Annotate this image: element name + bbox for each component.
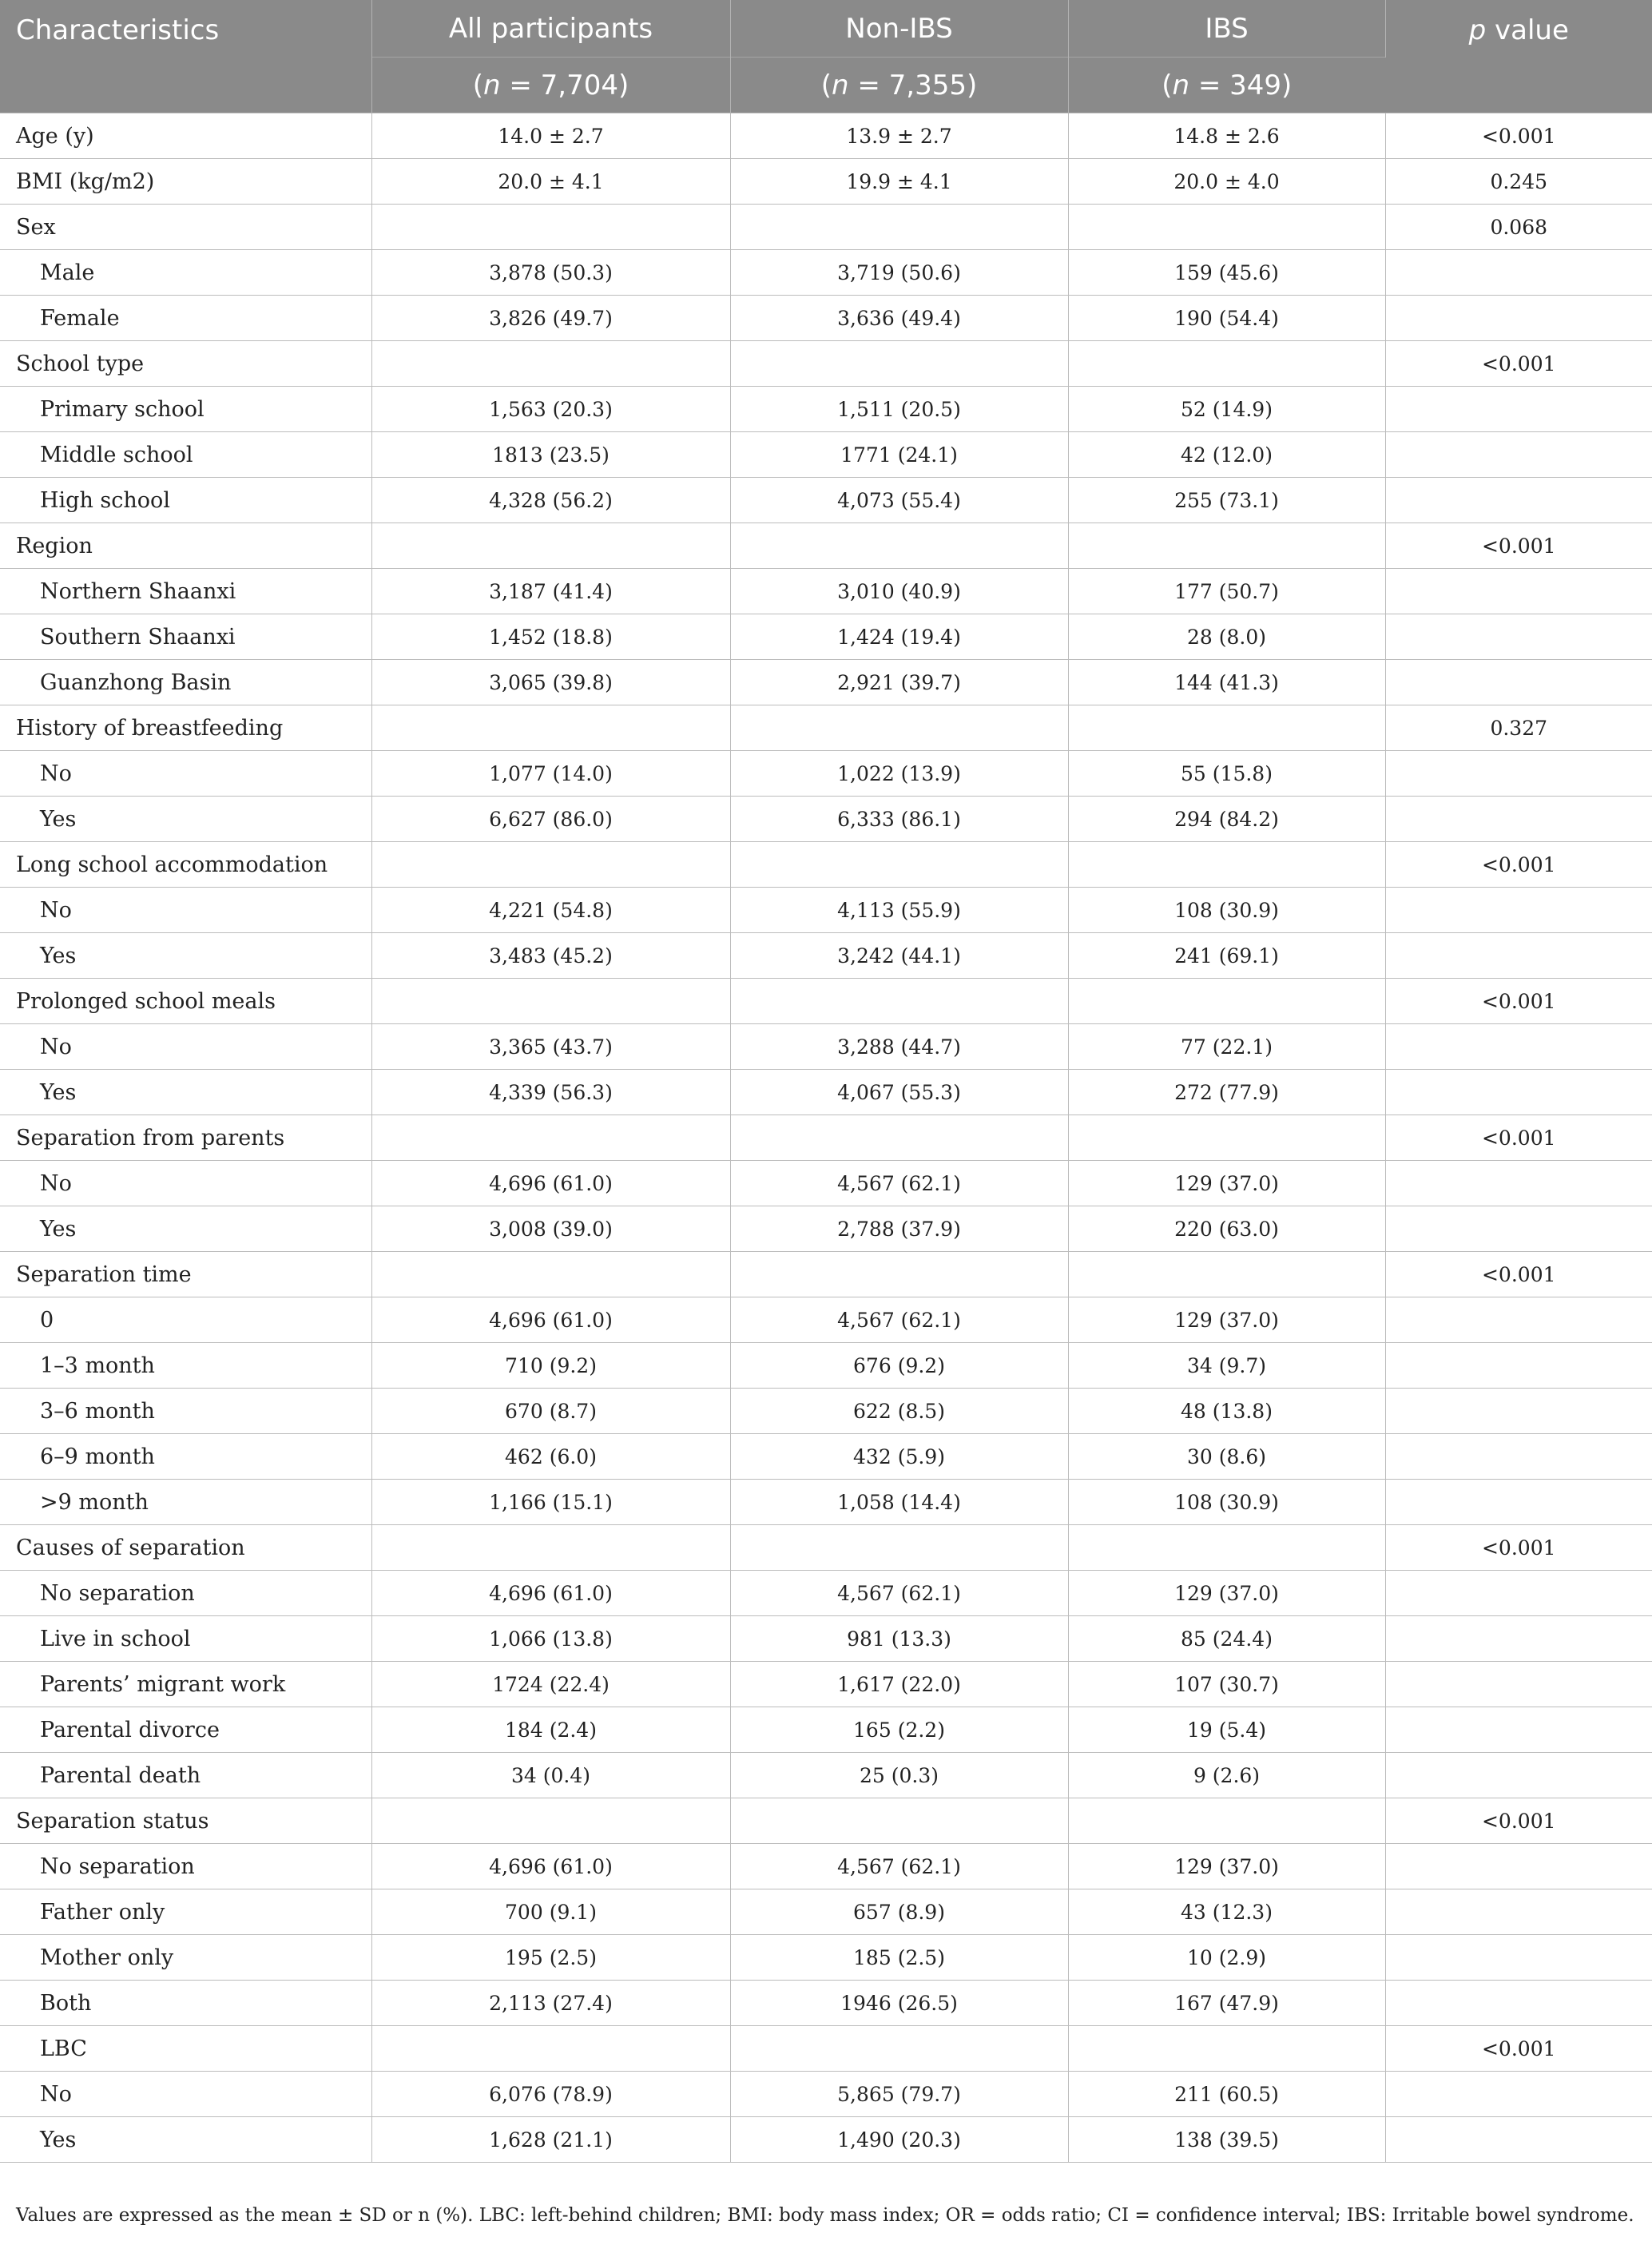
table-row bbox=[0, 979, 1652, 1024]
table-row bbox=[0, 2026, 1652, 2072]
table-row bbox=[0, 2117, 1652, 2163]
row-label: Age (y) bbox=[0, 113, 371, 159]
row-label: Mother only bbox=[0, 1935, 371, 1981]
cell-non-ibs: 13.9 ± 2.7 bbox=[730, 113, 1068, 159]
cell-all-participants: 4,696 (61.0) bbox=[371, 1844, 730, 1889]
cell-non-ibs bbox=[730, 1115, 1068, 1161]
cell-p-value bbox=[1385, 1070, 1652, 1115]
cell-p-value bbox=[1385, 1844, 1652, 1889]
cell-ibs: 43 (12.3) bbox=[1068, 1889, 1385, 1935]
cell-ibs bbox=[1068, 2026, 1385, 2072]
cell-non-ibs: 4,567 (62.1) bbox=[730, 1161, 1068, 1206]
cell-p-value: 0.327 bbox=[1385, 705, 1652, 751]
cell-non-ibs: 6,333 (86.1) bbox=[730, 797, 1068, 842]
cell-non-ibs: 1,022 (13.9) bbox=[730, 751, 1068, 797]
cell-non-ibs bbox=[730, 979, 1068, 1024]
cell-non-ibs: 1,058 (14.4) bbox=[730, 1480, 1068, 1525]
row-label: Causes of separation bbox=[0, 1525, 371, 1571]
row-label: 3–6 month bbox=[0, 1389, 371, 1434]
cell-ibs bbox=[1068, 705, 1385, 751]
row-label: Parental divorce bbox=[0, 1707, 371, 1753]
cell-ibs: 129 (37.0) bbox=[1068, 1297, 1385, 1343]
cell-all-participants bbox=[371, 341, 730, 387]
cell-non-ibs: 1,617 (22.0) bbox=[730, 1662, 1068, 1707]
table-row bbox=[0, 1434, 1652, 1480]
cell-ibs bbox=[1068, 1798, 1385, 1844]
cell-ibs: 138 (39.5) bbox=[1068, 2117, 1385, 2163]
cell-p-value bbox=[1385, 1662, 1652, 1707]
cell-p-value bbox=[1385, 797, 1652, 842]
table-row bbox=[0, 1480, 1652, 1525]
header-ibs: IBS bbox=[1068, 0, 1385, 58]
header-p-rest: value bbox=[1486, 14, 1569, 46]
cell-ibs: 20.0 ± 4.0 bbox=[1068, 159, 1385, 205]
cell-all-participants: 3,008 (39.0) bbox=[371, 1206, 730, 1252]
cell-all-participants: 3,187 (41.4) bbox=[371, 569, 730, 614]
cell-all-participants: 3,365 (43.7) bbox=[371, 1024, 730, 1070]
header-non-ibs: Non-IBS bbox=[730, 0, 1068, 58]
cell-ibs: 108 (30.9) bbox=[1068, 888, 1385, 933]
table-row bbox=[0, 341, 1652, 387]
row-label: 1–3 month bbox=[0, 1343, 371, 1389]
cell-all-participants: 20.0 ± 4.1 bbox=[371, 159, 730, 205]
row-label: Yes bbox=[0, 1070, 371, 1115]
cell-p-value bbox=[1385, 296, 1652, 341]
header-p-italic: p bbox=[1468, 14, 1487, 46]
cell-ibs bbox=[1068, 523, 1385, 569]
cell-ibs: 108 (30.9) bbox=[1068, 1480, 1385, 1525]
cell-ibs: 241 (69.1) bbox=[1068, 933, 1385, 979]
row-label: Northern Shaanxi bbox=[0, 569, 371, 614]
cell-non-ibs: 3,719 (50.6) bbox=[730, 250, 1068, 296]
cell-all-participants bbox=[371, 1525, 730, 1571]
table-row bbox=[0, 1889, 1652, 1935]
cell-all-participants: 4,328 (56.2) bbox=[371, 478, 730, 523]
cell-non-ibs bbox=[730, 523, 1068, 569]
table-row bbox=[0, 1662, 1652, 1707]
row-label: Separation status bbox=[0, 1798, 371, 1844]
table-row bbox=[0, 888, 1652, 933]
row-label: Yes bbox=[0, 933, 371, 979]
cell-p-value bbox=[1385, 1024, 1652, 1070]
cell-all-participants bbox=[371, 1798, 730, 1844]
table-row bbox=[0, 1707, 1652, 1753]
row-label: Region bbox=[0, 523, 371, 569]
row-label: No bbox=[0, 751, 371, 797]
cell-p-value bbox=[1385, 888, 1652, 933]
cell-non-ibs: 676 (9.2) bbox=[730, 1343, 1068, 1389]
cell-ibs: 42 (12.0) bbox=[1068, 432, 1385, 478]
table-row bbox=[0, 1935, 1652, 1981]
table-row bbox=[0, 569, 1652, 614]
row-label: High school bbox=[0, 478, 371, 523]
row-label: Parental death bbox=[0, 1753, 371, 1798]
cell-all-participants: 1,563 (20.3) bbox=[371, 387, 730, 432]
cell-non-ibs: 4,567 (62.1) bbox=[730, 1571, 1068, 1616]
cell-all-participants: 4,339 (56.3) bbox=[371, 1070, 730, 1115]
cell-ibs: 167 (47.9) bbox=[1068, 1981, 1385, 2026]
cell-non-ibs bbox=[730, 705, 1068, 751]
cell-ibs: 28 (8.0) bbox=[1068, 614, 1385, 660]
table-row bbox=[0, 1571, 1652, 1616]
cell-p-value bbox=[1385, 933, 1652, 979]
table-row bbox=[0, 1024, 1652, 1070]
cell-ibs: 129 (37.0) bbox=[1068, 1571, 1385, 1616]
table-row bbox=[0, 113, 1652, 159]
cell-non-ibs: 4,073 (55.4) bbox=[730, 478, 1068, 523]
cell-ibs: 9 (2.6) bbox=[1068, 1753, 1385, 1798]
cell-non-ibs: 657 (8.9) bbox=[730, 1889, 1068, 1935]
cell-all-participants: 6,076 (78.9) bbox=[371, 2072, 730, 2117]
header-all-participants: All participants bbox=[371, 0, 730, 58]
cell-all-participants bbox=[371, 842, 730, 888]
cell-non-ibs: 3,636 (49.4) bbox=[730, 296, 1068, 341]
table-row bbox=[0, 705, 1652, 751]
cell-non-ibs: 1,511 (20.5) bbox=[730, 387, 1068, 432]
cell-ibs: 10 (2.9) bbox=[1068, 1935, 1385, 1981]
table-row bbox=[0, 1070, 1652, 1115]
cell-non-ibs: 3,242 (44.1) bbox=[730, 933, 1068, 979]
cell-non-ibs: 432 (5.9) bbox=[730, 1434, 1068, 1480]
table-row bbox=[0, 797, 1652, 842]
cell-p-value bbox=[1385, 250, 1652, 296]
cell-non-ibs bbox=[730, 1525, 1068, 1571]
cell-all-participants: 1,077 (14.0) bbox=[371, 751, 730, 797]
table-row bbox=[0, 432, 1652, 478]
cell-p-value bbox=[1385, 387, 1652, 432]
row-label: BMI (kg/m2) bbox=[0, 159, 371, 205]
cell-p-value bbox=[1385, 614, 1652, 660]
table-row bbox=[0, 1844, 1652, 1889]
table-row bbox=[0, 523, 1652, 569]
table-row bbox=[0, 614, 1652, 660]
cell-all-participants: 1,166 (15.1) bbox=[371, 1480, 730, 1525]
cell-non-ibs bbox=[730, 205, 1068, 250]
table-row bbox=[0, 1115, 1652, 1161]
row-label: Separation time bbox=[0, 1252, 371, 1297]
cell-p-value bbox=[1385, 1480, 1652, 1525]
cell-non-ibs: 1,424 (19.4) bbox=[730, 614, 1068, 660]
cell-ibs: 129 (37.0) bbox=[1068, 1161, 1385, 1206]
cell-non-ibs: 19.9 ± 4.1 bbox=[730, 159, 1068, 205]
table-row bbox=[0, 842, 1652, 888]
cell-ibs bbox=[1068, 1252, 1385, 1297]
table-row bbox=[0, 250, 1652, 296]
row-label: Father only bbox=[0, 1889, 371, 1935]
cell-ibs: 48 (13.8) bbox=[1068, 1389, 1385, 1434]
cell-all-participants: 4,696 (61.0) bbox=[371, 1571, 730, 1616]
cell-ibs: 30 (8.6) bbox=[1068, 1434, 1385, 1480]
table-row bbox=[0, 1206, 1652, 1252]
cell-ibs: 294 (84.2) bbox=[1068, 797, 1385, 842]
row-label: No separation bbox=[0, 1571, 371, 1616]
cell-p-value: <0.001 bbox=[1385, 979, 1652, 1024]
cell-p-value: <0.001 bbox=[1385, 1115, 1652, 1161]
table-row bbox=[0, 1798, 1652, 1844]
cell-all-participants: 3,065 (39.8) bbox=[371, 660, 730, 705]
cell-non-ibs bbox=[730, 341, 1068, 387]
cell-all-participants bbox=[371, 205, 730, 250]
cell-all-participants: 462 (6.0) bbox=[371, 1434, 730, 1480]
row-label: Guanzhong Basin bbox=[0, 660, 371, 705]
row-label: No bbox=[0, 1161, 371, 1206]
cell-non-ibs bbox=[730, 1252, 1068, 1297]
row-label: Both bbox=[0, 1981, 371, 2026]
cell-ibs: 177 (50.7) bbox=[1068, 569, 1385, 614]
table-row bbox=[0, 296, 1652, 341]
row-label: Separation from parents bbox=[0, 1115, 371, 1161]
cell-p-value bbox=[1385, 1343, 1652, 1389]
cell-all-participants: 3,878 (50.3) bbox=[371, 250, 730, 296]
cell-ibs: 19 (5.4) bbox=[1068, 1707, 1385, 1753]
cell-p-value bbox=[1385, 1206, 1652, 1252]
cell-ibs: 211 (60.5) bbox=[1068, 2072, 1385, 2117]
table-row bbox=[0, 1252, 1652, 1297]
cell-all-participants: 34 (0.4) bbox=[371, 1753, 730, 1798]
row-label: No bbox=[0, 1024, 371, 1070]
cell-p-value bbox=[1385, 1297, 1652, 1343]
cell-all-participants bbox=[371, 979, 730, 1024]
cell-p-value bbox=[1385, 569, 1652, 614]
cell-all-participants bbox=[371, 523, 730, 569]
table-row bbox=[0, 1389, 1652, 1434]
row-label: 0 bbox=[0, 1297, 371, 1343]
cell-ibs: 14.8 ± 2.6 bbox=[1068, 113, 1385, 159]
cell-non-ibs: 3,010 (40.9) bbox=[730, 569, 1068, 614]
row-label: Parents’ migrant work bbox=[0, 1662, 371, 1707]
cell-p-value: <0.001 bbox=[1385, 113, 1652, 159]
cell-all-participants: 2,113 (27.4) bbox=[371, 1981, 730, 2026]
cell-p-value bbox=[1385, 1981, 1652, 2026]
cell-non-ibs: 4,113 (55.9) bbox=[730, 888, 1068, 933]
cell-non-ibs: 1771 (24.1) bbox=[730, 432, 1068, 478]
cell-p-value bbox=[1385, 2117, 1652, 2163]
row-label: Southern Shaanxi bbox=[0, 614, 371, 660]
table-row bbox=[0, 1297, 1652, 1343]
cell-p-value: <0.001 bbox=[1385, 1798, 1652, 1844]
cell-non-ibs bbox=[730, 842, 1068, 888]
row-label: No bbox=[0, 2072, 371, 2117]
cell-p-value bbox=[1385, 1571, 1652, 1616]
cell-all-participants: 670 (8.7) bbox=[371, 1389, 730, 1434]
cell-p-value bbox=[1385, 751, 1652, 797]
header-characteristics: Characteristics bbox=[0, 0, 371, 113]
cell-p-value bbox=[1385, 660, 1652, 705]
header-all-n: (n = 7,704) bbox=[371, 58, 730, 113]
cell-all-participants: 3,826 (49.7) bbox=[371, 296, 730, 341]
row-label: Female bbox=[0, 296, 371, 341]
cell-ibs: 34 (9.7) bbox=[1068, 1343, 1385, 1389]
row-label: Middle school bbox=[0, 432, 371, 478]
table-footnote: Values are expressed as the mean ± SD or n (%). LBC: left-behind children; BMI: body mass index; OR = odds ratio; CI = confidence interval; IBS: Irritable bowel syndrome. bbox=[16, 2205, 1634, 2226]
row-label: Prolonged school meals bbox=[0, 979, 371, 1024]
cell-all-participants: 1,628 (21.1) bbox=[371, 2117, 730, 2163]
table-row bbox=[0, 205, 1652, 250]
cell-all-participants: 4,221 (54.8) bbox=[371, 888, 730, 933]
row-label: Long school accommodation bbox=[0, 842, 371, 888]
table-row bbox=[0, 159, 1652, 205]
cell-ibs bbox=[1068, 979, 1385, 1024]
row-label: >9 month bbox=[0, 1480, 371, 1525]
row-label: Yes bbox=[0, 1206, 371, 1252]
table-header bbox=[0, 0, 1652, 113]
header-non-ibs-n: (n = 7,355) bbox=[730, 58, 1068, 113]
cell-ibs: 77 (22.1) bbox=[1068, 1024, 1385, 1070]
cell-p-value bbox=[1385, 478, 1652, 523]
table-row bbox=[0, 660, 1652, 705]
cell-non-ibs: 185 (2.5) bbox=[730, 1935, 1068, 1981]
cell-non-ibs: 981 (13.3) bbox=[730, 1616, 1068, 1662]
row-label: LBC bbox=[0, 2026, 371, 2072]
row-label: Yes bbox=[0, 797, 371, 842]
cell-ibs bbox=[1068, 1525, 1385, 1571]
cell-non-ibs: 4,567 (62.1) bbox=[730, 1297, 1068, 1343]
cell-ibs bbox=[1068, 341, 1385, 387]
cell-ibs: 190 (54.4) bbox=[1068, 296, 1385, 341]
cell-p-value bbox=[1385, 432, 1652, 478]
cell-p-value bbox=[1385, 1889, 1652, 1935]
cell-all-participants: 1,452 (18.8) bbox=[371, 614, 730, 660]
cell-ibs bbox=[1068, 1115, 1385, 1161]
cell-non-ibs: 165 (2.2) bbox=[730, 1707, 1068, 1753]
cell-all-participants: 184 (2.4) bbox=[371, 1707, 730, 1753]
table-row bbox=[0, 1753, 1652, 1798]
table-row bbox=[0, 1525, 1652, 1571]
cell-p-value: <0.001 bbox=[1385, 842, 1652, 888]
cell-p-value: <0.001 bbox=[1385, 1525, 1652, 1571]
cell-all-participants: 1,066 (13.8) bbox=[371, 1616, 730, 1662]
row-label: School type bbox=[0, 341, 371, 387]
row-label: Yes bbox=[0, 2117, 371, 2163]
cell-p-value: <0.001 bbox=[1385, 341, 1652, 387]
cell-all-participants: 6,627 (86.0) bbox=[371, 797, 730, 842]
table-row bbox=[0, 2072, 1652, 2117]
cell-all-participants: 4,696 (61.0) bbox=[371, 1161, 730, 1206]
cell-non-ibs: 25 (0.3) bbox=[730, 1753, 1068, 1798]
cell-all-participants bbox=[371, 2026, 730, 2072]
cell-non-ibs: 2,921 (39.7) bbox=[730, 660, 1068, 705]
table-row bbox=[0, 1616, 1652, 1662]
cell-all-participants: 1724 (22.4) bbox=[371, 1662, 730, 1707]
cell-p-value: <0.001 bbox=[1385, 2026, 1652, 2072]
cell-ibs: 255 (73.1) bbox=[1068, 478, 1385, 523]
cell-ibs: 85 (24.4) bbox=[1068, 1616, 1385, 1662]
cell-ibs: 52 (14.9) bbox=[1068, 387, 1385, 432]
row-label: Male bbox=[0, 250, 371, 296]
row-label: No bbox=[0, 888, 371, 933]
cell-all-participants: 3,483 (45.2) bbox=[371, 933, 730, 979]
cell-p-value bbox=[1385, 2072, 1652, 2117]
cell-ibs: 129 (37.0) bbox=[1068, 1844, 1385, 1889]
cell-non-ibs: 1,490 (20.3) bbox=[730, 2117, 1068, 2163]
cell-all-participants: 710 (9.2) bbox=[371, 1343, 730, 1389]
header-ibs-n: (n = 349) bbox=[1068, 58, 1385, 113]
cell-all-participants: 14.0 ± 2.7 bbox=[371, 113, 730, 159]
cell-p-value bbox=[1385, 1753, 1652, 1798]
cell-ibs bbox=[1068, 205, 1385, 250]
cell-ibs: 55 (15.8) bbox=[1068, 751, 1385, 797]
cell-p-value: 0.068 bbox=[1385, 205, 1652, 250]
header-p-value bbox=[1385, 0, 1652, 113]
cell-p-value: <0.001 bbox=[1385, 1252, 1652, 1297]
cell-p-value bbox=[1385, 1935, 1652, 1981]
row-label: Primary school bbox=[0, 387, 371, 432]
cell-all-participants bbox=[371, 705, 730, 751]
table-row bbox=[0, 933, 1652, 979]
cell-p-value: 0.245 bbox=[1385, 159, 1652, 205]
cell-non-ibs bbox=[730, 2026, 1068, 2072]
cell-all-participants bbox=[371, 1115, 730, 1161]
cell-p-value bbox=[1385, 1707, 1652, 1753]
table-row bbox=[0, 1161, 1652, 1206]
cell-non-ibs: 1946 (26.5) bbox=[730, 1981, 1068, 2026]
cell-ibs: 107 (30.7) bbox=[1068, 1662, 1385, 1707]
row-label: Live in school bbox=[0, 1616, 371, 1662]
cell-p-value bbox=[1385, 1389, 1652, 1434]
cell-all-participants bbox=[371, 1252, 730, 1297]
cell-ibs: 144 (41.3) bbox=[1068, 660, 1385, 705]
table-row bbox=[0, 478, 1652, 523]
cell-non-ibs: 3,288 (44.7) bbox=[730, 1024, 1068, 1070]
cell-all-participants: 700 (9.1) bbox=[371, 1889, 730, 1935]
table-body bbox=[0, 113, 1652, 2163]
cell-p-value bbox=[1385, 1434, 1652, 1480]
cell-non-ibs: 4,067 (55.3) bbox=[730, 1070, 1068, 1115]
cell-all-participants: 1813 (23.5) bbox=[371, 432, 730, 478]
table-row bbox=[0, 751, 1652, 797]
cell-non-ibs: 622 (8.5) bbox=[730, 1389, 1068, 1434]
row-label: No separation bbox=[0, 1844, 371, 1889]
cell-non-ibs: 4,567 (62.1) bbox=[730, 1844, 1068, 1889]
row-label: Sex bbox=[0, 205, 371, 250]
cell-non-ibs bbox=[730, 1798, 1068, 1844]
row-label: History of breastfeeding bbox=[0, 705, 371, 751]
table-row bbox=[0, 1981, 1652, 2026]
cell-all-participants: 195 (2.5) bbox=[371, 1935, 730, 1981]
cell-ibs: 220 (63.0) bbox=[1068, 1206, 1385, 1252]
cell-p-value: <0.001 bbox=[1385, 523, 1652, 569]
cell-ibs: 272 (77.9) bbox=[1068, 1070, 1385, 1115]
cell-non-ibs: 2,788 (37.9) bbox=[730, 1206, 1068, 1252]
row-label: 6–9 month bbox=[0, 1434, 371, 1480]
cell-p-value bbox=[1385, 1161, 1652, 1206]
table-row bbox=[0, 1343, 1652, 1389]
cell-p-value bbox=[1385, 1616, 1652, 1662]
cell-all-participants: 4,696 (61.0) bbox=[371, 1297, 730, 1343]
cell-ibs bbox=[1068, 842, 1385, 888]
cell-non-ibs: 5,865 (79.7) bbox=[730, 2072, 1068, 2117]
cell-ibs: 159 (45.6) bbox=[1068, 250, 1385, 296]
table-row bbox=[0, 387, 1652, 432]
